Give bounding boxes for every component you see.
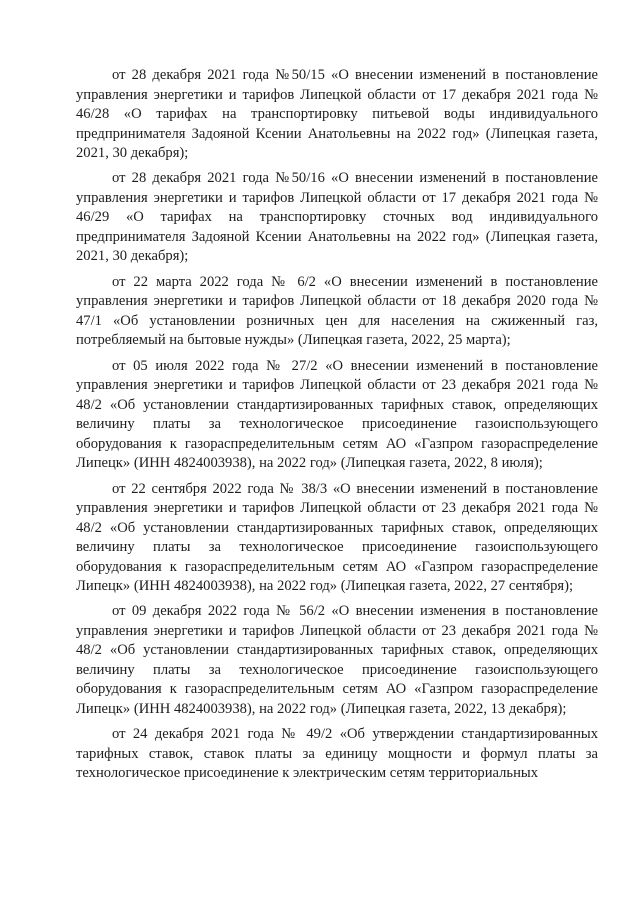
paragraph-resolution-6-2: от 22 марта 2022 года № 6/2 «О внесении изменений в постановление управления энергетики и тарифов Липецкой области от 18 декабря 2020 года № 47/1 «Об установлении розничных цен для населения на сжиженный газ, потребляемый на бытовые нужды» (Липецкая газета, 2022, 25 марта); — [76, 273, 598, 349]
paragraph-resolution-50-16: от 28 декабря 2021 года №50/16 «О внесении изменений в постановление управления энергетики и тарифов Липецкой области от 17 декабря 2021 года № 46/29 «О тарифах на транспортировку сточных вод индивидуального предпринимателя Задояной Ксении Анатольевны на 2022 год» (Липецкая газета, 2021, 30 декабря); — [76, 170, 598, 265]
paragraph-resolution-56-2: от 09 декабря 2022 года № 56/2 «О внесении изменения в постановление управления энергетики и тарифов Липецкой области от 23 декабря 2021 года № 48/2 «Об установлении стандартизированных тарифных ставок, определяющих величину платы за технологическое присоединение газоиспользующего оборудования к газораспределительным сетям АО «Газпром газораспределение Липецк» (ИНН 4824003938), на 2022 год» (Липецкая газета, 2022, 13 декабря); — [76, 603, 598, 717]
paragraph-resolution-50-15: от 28 декабря 2021 года №50/15 «О внесении изменений в постановление управления энергетики и тарифов Липецкой области от 17 декабря 2021 года № 46/28 «О тарифах на транспортировку питьевой воды индивидуального предпринимателя Задояной Ксении Анатольевны на 2022 год» (Липецкая газета, 2021, 30 декабря); — [76, 67, 598, 161]
document-body — [76, 66, 598, 784]
paragraph-resolution-38-3: от 22 сентября 2022 года № 38/3 «О внесении изменений в постановление управления энергетики и тарифов Липецкой области от 23 декабря 2021 года № 48/2 «Об установлении стандартизированных тарифных ставок, определяющих величину платы за технологическое присоединение газоиспользующего оборудования к газораспределительным сетям АО «Газпром газораспределение Липецк» (ИНН 4824003938), на 2022 год» (Липецкая газета, 2022, 27 сентября); — [76, 480, 598, 595]
paragraph-resolution-49-2: от 24 декабря 2021 года № 49/2 «Об утверждении стандартизированных тарифных ставок, ставок платы за единицу мощности и формул платы за технологическое присоединение к электрическим сетям территориальных — [76, 726, 598, 782]
paragraph-resolution-27-2: от 05 июля 2022 года № 27/2 «О внесении изменений в постановление управления энергетики и тарифов Липецкой области от 23 декабря 2021 года № 48/2 «Об установлении стандартизированных тарифных ставок, определяющих величину платы за технологическое присоединение газоиспользующего оборудования к газораспределительным сетям АО «Газпром газораспределение Липецк» (ИНН 4824003938), на 2022 год» (Липецкая газета, 2022, 8 июля); — [76, 357, 598, 472]
